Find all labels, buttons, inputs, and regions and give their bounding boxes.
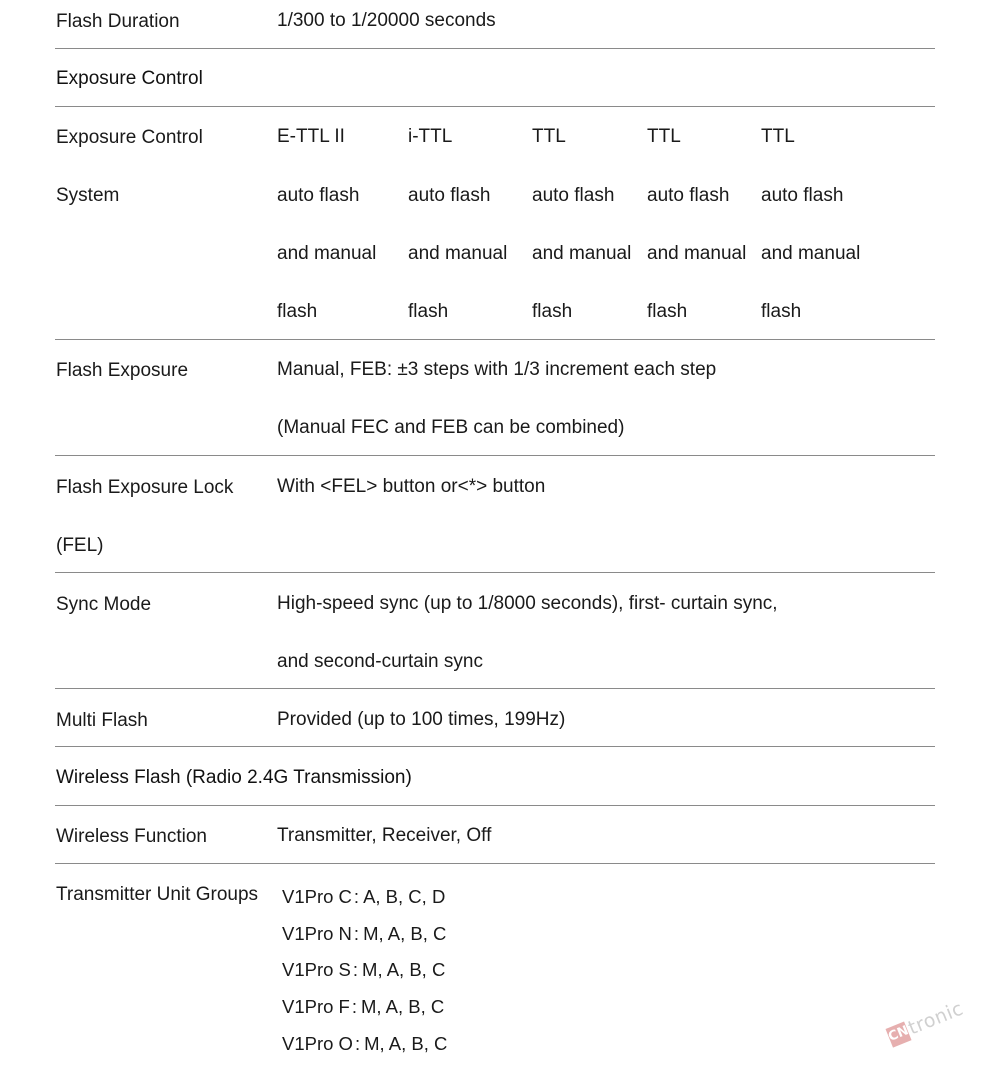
ecs-desc-cell: auto flash xyxy=(277,185,360,206)
unit-groups: A, B, C, D xyxy=(363,886,446,907)
unit-group-item xyxy=(282,925,446,944)
ecs-desc-cell: auto flash xyxy=(761,185,844,206)
ecs-desc-cell: and manual xyxy=(647,243,747,264)
fel-value: With <FEL> button or<*> button xyxy=(277,476,546,497)
divider xyxy=(55,805,935,806)
unit-groups: M, A, B, C xyxy=(363,923,447,944)
unit-colon: : xyxy=(353,923,360,944)
fel-label: (FEL) xyxy=(56,535,104,556)
divider xyxy=(55,339,935,340)
ecs-mode-cell: TTL xyxy=(761,126,795,147)
multi-flash-label: Multi Flash xyxy=(56,710,148,731)
unit-colon: : xyxy=(354,1033,361,1054)
unit-name: V1Pro S xyxy=(282,959,351,980)
cntronic-watermark xyxy=(880,982,979,1055)
wireless-function-label: Wireless Function xyxy=(56,826,207,847)
ecs-mode-cell: E-TTL II xyxy=(277,126,345,147)
unit-name: V1Pro N xyxy=(282,923,352,944)
divider xyxy=(55,688,935,689)
unit-group-item xyxy=(282,998,444,1017)
unit-groups: M, A, B, C xyxy=(362,959,446,980)
divider xyxy=(55,572,935,573)
section-exposure-control: Exposure Control xyxy=(56,68,203,89)
ecs-desc-cell: flash xyxy=(647,301,688,322)
exposure-control-system-label: System xyxy=(56,185,120,206)
section-wireless-flash: Wireless Flash (Radio 2.4G Transmission) xyxy=(56,767,412,788)
ecs-desc-cell: auto flash xyxy=(647,185,730,206)
sync-mode-label: Sync Mode xyxy=(56,594,152,615)
unit-name: V1Pro F xyxy=(282,996,350,1017)
flash-duration-value: 1/300 to 1/20000 seconds xyxy=(277,10,496,31)
ecs-desc-cell: flash xyxy=(761,301,802,322)
unit-colon: : xyxy=(351,996,357,1017)
divider xyxy=(55,863,935,864)
watermark-logo-box: CN xyxy=(886,1022,912,1048)
unit-name: V1Pro C xyxy=(282,886,352,907)
divider xyxy=(55,455,935,456)
unit-group-item xyxy=(282,1035,447,1054)
watermark-logo-text: tronic xyxy=(905,997,967,1040)
unit-colon: : xyxy=(353,886,360,907)
flash-exposure-value: (Manual FEC and FEB can be combined) xyxy=(277,417,625,438)
fel-label: Flash Exposure Lock xyxy=(56,477,234,498)
ecs-desc-cell: flash xyxy=(532,301,573,322)
ecs-mode-cell: TTL xyxy=(532,126,566,147)
ecs-desc-cell: and manual xyxy=(277,243,377,264)
sync-mode-value: and second-curtain sync xyxy=(277,651,483,672)
ecs-desc-cell: auto flash xyxy=(532,185,615,206)
flash-duration-label: Flash Duration xyxy=(56,11,180,32)
unit-name: V1Pro O xyxy=(282,1033,353,1054)
ecs-desc-cell: auto flash xyxy=(408,185,491,206)
ecs-desc-cell: flash xyxy=(408,301,449,322)
unit-groups: M, A, B, C xyxy=(361,996,445,1017)
ecs-desc-cell: and manual xyxy=(761,243,861,264)
unit-group-item xyxy=(282,961,445,980)
divider xyxy=(55,106,935,107)
ecs-desc-cell: flash xyxy=(277,301,318,322)
flash-exposure-value: Manual, FEB: ±3 steps with 1/3 increment each step xyxy=(277,359,717,380)
ecs-desc-cell: and manual xyxy=(408,243,508,264)
ecs-mode-cell: TTL xyxy=(647,126,681,147)
exposure-control-system-label: Exposure Control xyxy=(56,127,203,148)
sync-mode-value: High-speed sync (up to 1/8000 seconds), first- curtain sync, xyxy=(277,593,778,614)
ecs-desc-cell: and manual xyxy=(532,243,632,264)
unit-groups: M, A, B, C xyxy=(364,1033,448,1054)
multi-flash-value: Provided (up to 100 times, 199Hz) xyxy=(277,709,566,730)
unit-group-item xyxy=(282,888,445,907)
flash-exposure-label: Flash Exposure xyxy=(56,360,189,381)
divider xyxy=(55,746,935,747)
divider xyxy=(55,48,935,49)
ecs-mode-cell: i-TTL xyxy=(408,126,453,147)
transmitter-unit-groups-label: Transmitter Unit Groups xyxy=(56,884,259,905)
unit-colon: : xyxy=(352,959,359,980)
wireless-function-value: Transmitter, Receiver, Off xyxy=(277,825,492,846)
